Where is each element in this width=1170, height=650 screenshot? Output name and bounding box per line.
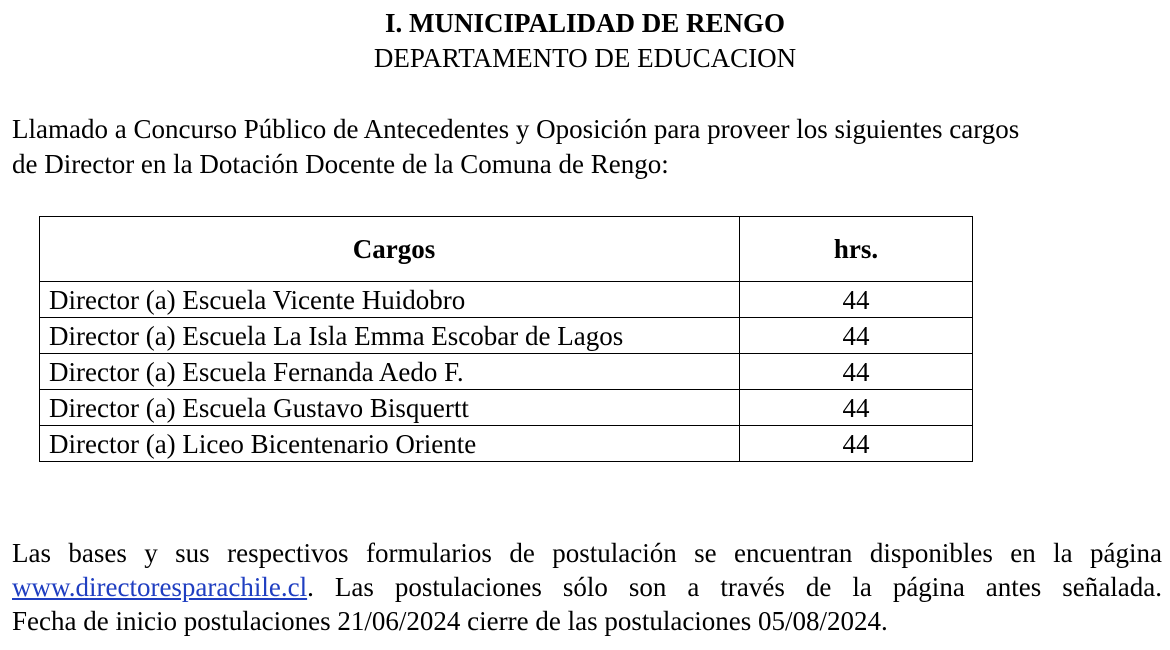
footer-line-3: Fecha de inicio postulaciones 21/06/2024 cierre de las postulaciones 05/08/2024. [12, 606, 888, 636]
positions-table [39, 216, 973, 462]
hrs-cell: 44 [740, 282, 973, 318]
table-row [40, 318, 973, 354]
table-row [40, 426, 973, 462]
hrs-cell: 44 [740, 390, 973, 426]
hrs-cell: 44 [740, 354, 973, 390]
footer-paragraph [12, 536, 1162, 638]
hrs-cell: 44 [740, 426, 973, 462]
intro-line-1: Llamado a Concurso Público de Antecedentes y Oposición para proveer los siguientes cargos [12, 114, 1020, 144]
footer-line-2-rest: . Las postulaciones sólo son a través de la página antes señalada. [307, 572, 1162, 602]
table-row [40, 354, 973, 390]
document-subtitle: DEPARTAMENTO DE EDUCACION [373, 43, 797, 73]
document-header [0, 5, 1170, 75]
table-header-row [40, 217, 973, 282]
cargo-cell: Director (a) Liceo Bicentenario Oriente [40, 426, 740, 462]
table-row [40, 282, 973, 318]
document-title: I. MUNICIPALIDAD DE RENGO [384, 8, 786, 38]
table-row [40, 390, 973, 426]
footer-line-2 [12, 570, 1162, 604]
column-header-cargos: Cargos [40, 217, 740, 282]
directores-link[interactable]: www.directoresparachile.cl [12, 572, 308, 602]
cargo-cell: Director (a) Escuela La Isla Emma Escobar de Lagos [40, 318, 740, 354]
cargo-cell: Director (a) Escuela Fernanda Aedo F. [40, 354, 740, 390]
column-header-hrs: hrs. [740, 217, 973, 282]
footer-line-1: Las bases y sus respectivos formularios de postulación se encuentran disponibles en la página [12, 538, 1162, 568]
intro-paragraph [12, 112, 1162, 182]
hrs-cell: 44 [740, 318, 973, 354]
intro-line-2: de Director en la Dotación Docente de la Comuna de Rengo: [12, 149, 669, 179]
cargo-cell: Director (a) Escuela Gustavo Bisquertt [40, 390, 740, 426]
cargo-cell: Director (a) Escuela Vicente Huidobro [40, 282, 740, 318]
